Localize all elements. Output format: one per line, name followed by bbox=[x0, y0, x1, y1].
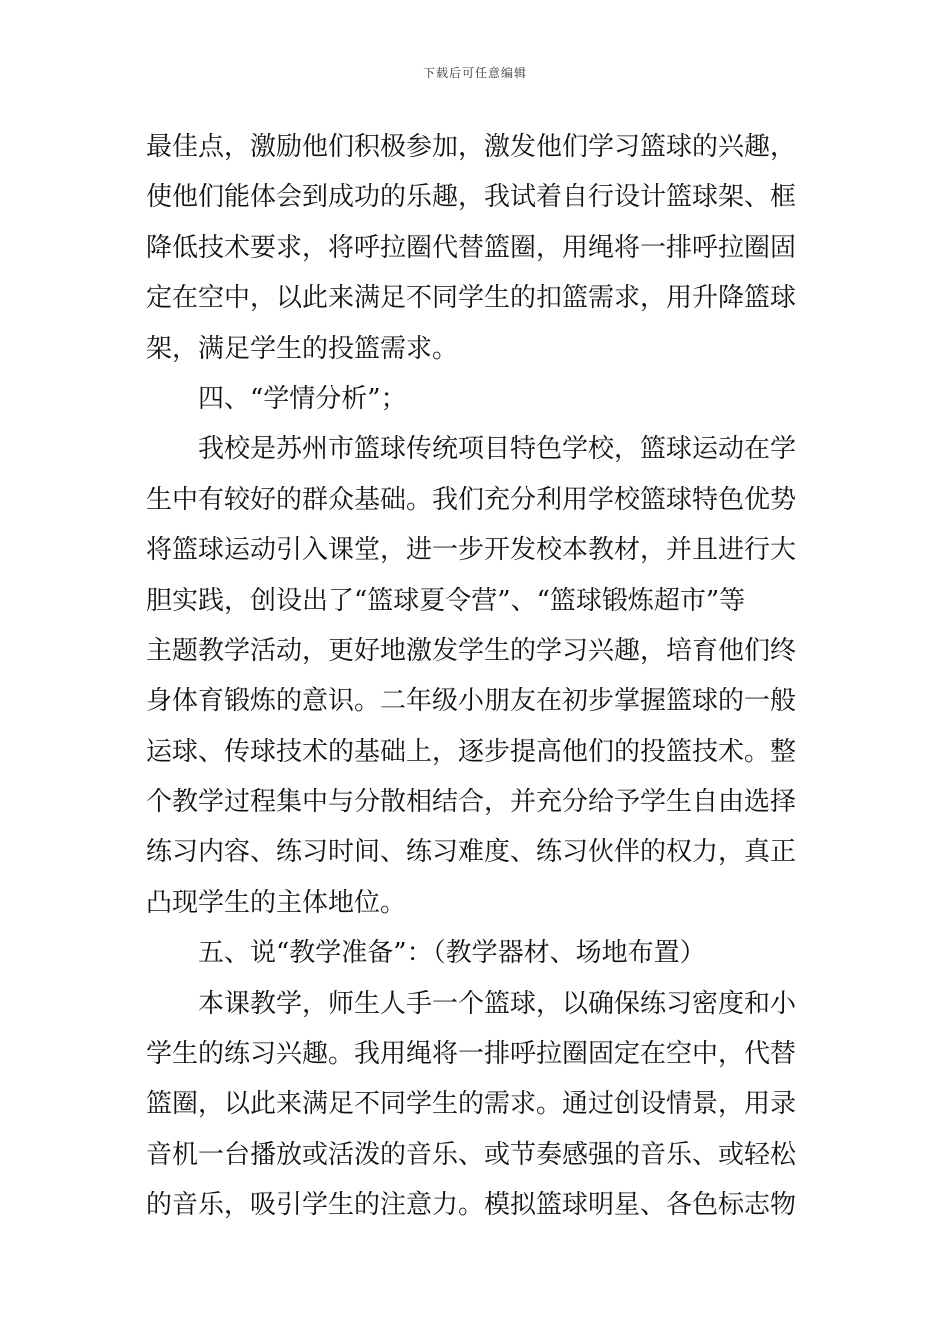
text-line: 个教学过程集中与分散相结合，并充分给予学生自由选择 bbox=[146, 787, 797, 818]
text-line: 运球、传球技术的基础上，逐步提高他们的投篮技术。整 bbox=[146, 736, 797, 767]
text-line: 定在空中，以此来满足不同学生的扣篮需求，用升降篮球 bbox=[146, 283, 797, 314]
text-line: 将篮球运动引入课堂，进一步开发校本教材，并且进行大 bbox=[146, 535, 797, 566]
text-line: 使他们能体会到成功的乐趣，我试着自行设计篮球架、框 bbox=[146, 182, 797, 213]
section-heading-5: 五、说“教学准备”：（教学器材、场地布置） bbox=[198, 938, 706, 969]
paragraph-start: 我校是苏州市篮球传统项目特色学校，篮球运动在学 bbox=[198, 434, 797, 465]
document-body bbox=[146, 122, 816, 1231]
section-heading-4: 四、“学情分析”； bbox=[198, 383, 407, 414]
text-line: 练习内容、练习时间、练习难度、练习伙伴的权力，真正 bbox=[146, 837, 797, 868]
paragraph-start: 本课教学，师生人手一个篮球，以确保练习密度和小 bbox=[198, 988, 797, 1019]
text-line: 最佳点，激励他们积极参加，激发他们学习篮球的兴趣， bbox=[146, 132, 797, 162]
text-line: 胆实践，创设出了“篮球夏令营”、“篮球锻炼超市”等 bbox=[146, 585, 746, 616]
text-line: 生中有较好的群众基础。我们充分利用学校篮球特色优势 bbox=[146, 484, 797, 515]
text-line: 篮圈，以此来满足不同学生的需求。通过创设情景，用录 bbox=[146, 1089, 797, 1120]
text-line: 身体育锻炼的意识。二年级小朋友在初步掌握篮球的一般 bbox=[146, 686, 797, 717]
page-header: 下载后可任意编辑 bbox=[422, 66, 527, 80]
text-line: 学生的练习兴趣。我用绳将一排呼拉圈固定在空中，代替 bbox=[146, 1039, 797, 1070]
text-line: 降低技术要求，将呼拉圈代替篮圈，用绳将一排呼拉圈固 bbox=[146, 232, 797, 263]
text-line: 的音乐，吸引学生的注意力。模拟篮球明星、各色标志物 bbox=[146, 1190, 797, 1221]
text-line: 架，满足学生的投篮需求。 bbox=[146, 333, 459, 364]
text-line: 凸现学生的主体地位。 bbox=[146, 887, 407, 918]
text-line: 音机一台播放或活泼的音乐、或节奏感强的音乐、或轻松 bbox=[146, 1139, 797, 1170]
text-line: 主题教学活动，更好地激发学生的学习兴趣，培育他们终 bbox=[146, 635, 797, 666]
